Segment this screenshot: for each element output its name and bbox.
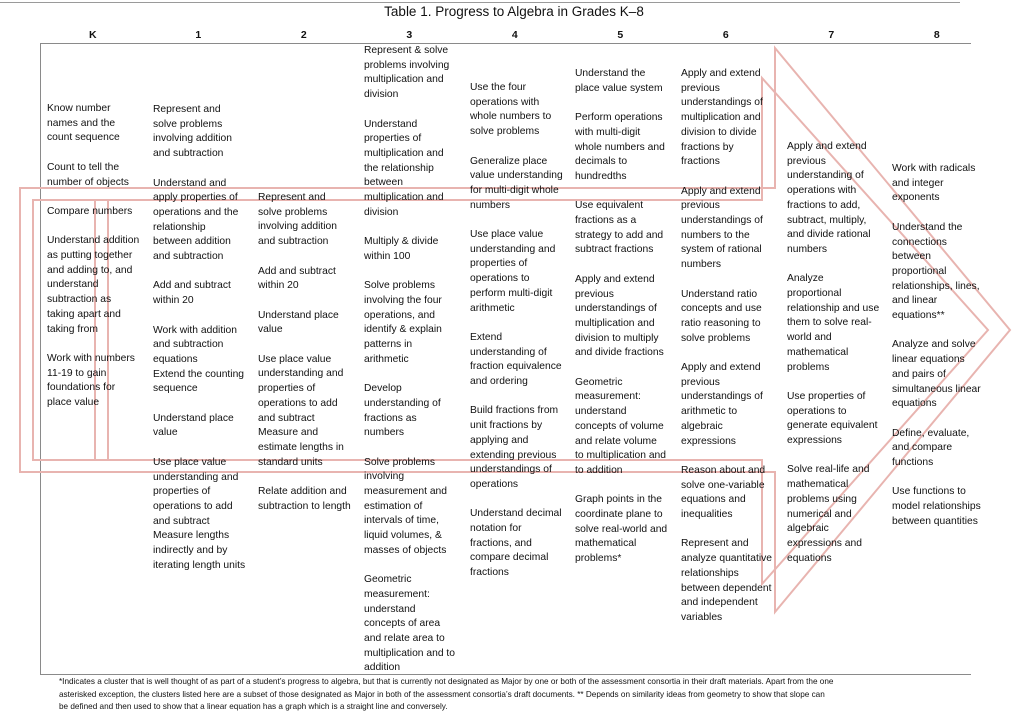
cluster-item: Define, evaluate, and compare functions — [892, 427, 970, 469]
grade-3-column — [364, 44, 457, 691]
cluster-item: Work with addition and subtraction equations — [153, 324, 237, 365]
cluster-item: Analyze proportional relationship and use them to solve real-world and mathematical problems — [787, 273, 880, 373]
footnote-line: be defined and then used to show that a linear equation has a graph which is a straight line and conversely. — [59, 702, 448, 711]
cluster-item: Graph points in the coordinate plane to solve real-world and mathematical problems* — [575, 494, 668, 565]
cluster-item: Apply and extend previous understandings of multiplication and division to divide fractions by fractions — [681, 68, 763, 168]
footnote-line: *Indicates a cluster that is well thought of as part of a student’s progress to algebra, but that is currently not designated as Major by one or both of the assessment consortia in their draft materials. Apart from the one — [59, 677, 834, 686]
cluster-item: Understand addition as putting together and adding to, and understand subtraction as taking apart and taking from — [47, 235, 140, 335]
cluster-item: Use equivalent fractions as a strategy to add and subtract fractions — [575, 200, 664, 256]
grade-header-5: 5 — [617, 29, 624, 41]
cluster-item: Use place value understanding and properties of operations to perform multi-digit arithmetic — [470, 229, 556, 314]
cluster-item: Work with radicals and integer exponents — [892, 163, 976, 204]
cluster-item: Represent and analyze quantitative relationships between dependent and independent variables — [681, 538, 773, 623]
cluster-item: Use place value understanding and properties of operations to add and subtract — [258, 353, 344, 424]
grade-header-2: 2 — [300, 29, 307, 41]
cluster-item: Know number names and the count sequence — [47, 103, 120, 144]
cluster-item: Extend understanding of fraction equivalence and ordering — [470, 331, 562, 388]
cluster-item: Extend the counting sequence — [153, 368, 245, 395]
cluster-item: Understand place value — [153, 412, 234, 439]
cluster-item: Analyze and solve linear equations and pairs of simultaneous linear equations — [892, 339, 981, 410]
cluster-item: Represent & solve problems involving multiplication and division — [364, 45, 450, 101]
cluster-item: Solve problems involving measurement and estimation of intervals of time, liquid volumes, & masses of objects — [364, 456, 447, 556]
cluster-item: Compare numbers — [47, 205, 133, 217]
cluster-item: Understand the connections between proportional relationships, lines, and linear equations** — [892, 221, 980, 322]
cluster-item: Measure lengths indirectly and by iterating length units — [153, 530, 246, 571]
cluster-item: Apply and extend previous understandings of numbers to the system of rational numbers — [681, 185, 763, 271]
cluster-item: Represent and solve problems involving addition and subtraction — [258, 192, 337, 248]
cluster-item: Work with numbers 11-19 to gain foundations for place value — [47, 352, 135, 408]
cluster-item: Add and subtract within 20 — [153, 280, 231, 307]
grade-8-column — [892, 162, 982, 544]
table-title: Table 1. Progress to Algebra in Grades K–8 — [384, 4, 644, 19]
cluster-item: Solve real-life and mathematical problems using numerical and algebraic expressions and equations — [787, 464, 870, 564]
cluster-item: Understand properties of multiplication and the relationship between multiplication and division — [364, 118, 444, 218]
cluster-item: Develop understanding of fractions as numbers — [364, 383, 441, 439]
grade-4-column — [470, 81, 563, 596]
grade-1-column — [153, 103, 246, 588]
cluster-item: Use the four operations with whole numbers to solve problems — [470, 82, 552, 138]
cluster-item: Understand and apply properties of operations and the relationship between addition and subtraction — [153, 177, 239, 263]
cluster-item: Understand decimal notation for fractions, and compare decimal fractions — [470, 508, 562, 579]
cluster-item: Add and subtract within 20 — [258, 265, 336, 292]
footnote-line: asterisked exception, the clusters listed here are a subset of those designated as Major in both of the assessment consortia’s draft documents. ** Depends on similarity ideas from geometry to show that slope can — [59, 689, 825, 699]
grade-7-column — [787, 140, 880, 581]
cluster-item: Understand ratio concepts and use ratio reasoning to solve problems — [681, 288, 762, 344]
grade-header-7: 7 — [828, 29, 835, 41]
cluster-item: Understand the place value system — [575, 68, 663, 94]
grade-6-column — [681, 67, 774, 640]
cluster-item: Multiply & divide within 100 — [364, 236, 439, 262]
cluster-item: Measure and estimate lengths in standard units — [258, 427, 344, 468]
footnote — [59, 676, 979, 714]
cluster-item: Count to tell the number of objects — [47, 161, 129, 188]
cluster-item: Use place value understanding and properties of operations to add and subtract — [153, 456, 239, 527]
cluster-item: Reason about and solve one-variable equations and inequalities — [681, 464, 766, 521]
cluster-item: Relate addition and subtraction to length — [258, 486, 351, 512]
cluster-item: Solve problems involving the four operations, and identify & explain patterns in arithmetic — [364, 280, 442, 365]
cluster-item: Apply and extend previous understandings of arithmetic to algebraic expressions — [681, 362, 763, 447]
grade-header-6: 6 — [722, 29, 729, 41]
cluster-item: Generalize place value understanding for multi-digit whole numbers — [470, 155, 563, 211]
cluster-item: Perform operations with multi-digit whole numbers and decimals to hundredths — [575, 112, 665, 182]
grade-2-column — [258, 191, 351, 529]
cluster-item: Use properties of operations to generate equivalent expressions — [787, 390, 878, 447]
cluster-item: Apply and extend previous understandings of multiplication and division to multiply and divide fractions — [575, 273, 664, 359]
cluster-item: Geometric measurement: understand concepts of volume and relate volume to multiplication and to addition — [575, 376, 667, 476]
grade-5-column — [575, 67, 668, 582]
grade-k-column — [47, 102, 140, 425]
cluster-item: Geometric measurement: understand concepts of area and relate area to multiplication and to addition — [364, 574, 456, 674]
grade-header-1: 1 — [195, 29, 202, 41]
cluster-item: Apply and extend previous understanding of operations with fractions to add, subtract, multiply, and divide rational numbers — [787, 141, 871, 255]
cluster-item: Use functions to model relationships between quantities — [892, 486, 981, 527]
cluster-item: Represent and solve problems involving addition and subtraction — [153, 104, 232, 160]
grade-header-8: 8 — [933, 29, 940, 41]
grade-header-4: 4 — [511, 29, 518, 41]
cluster-item: Understand place value — [258, 309, 339, 336]
grade-header-k: K — [88, 29, 97, 41]
cluster-item: Build fractions from unit fractions by applying and extending previous understandings of operations — [470, 405, 559, 490]
grade-header-3: 3 — [406, 29, 413, 41]
